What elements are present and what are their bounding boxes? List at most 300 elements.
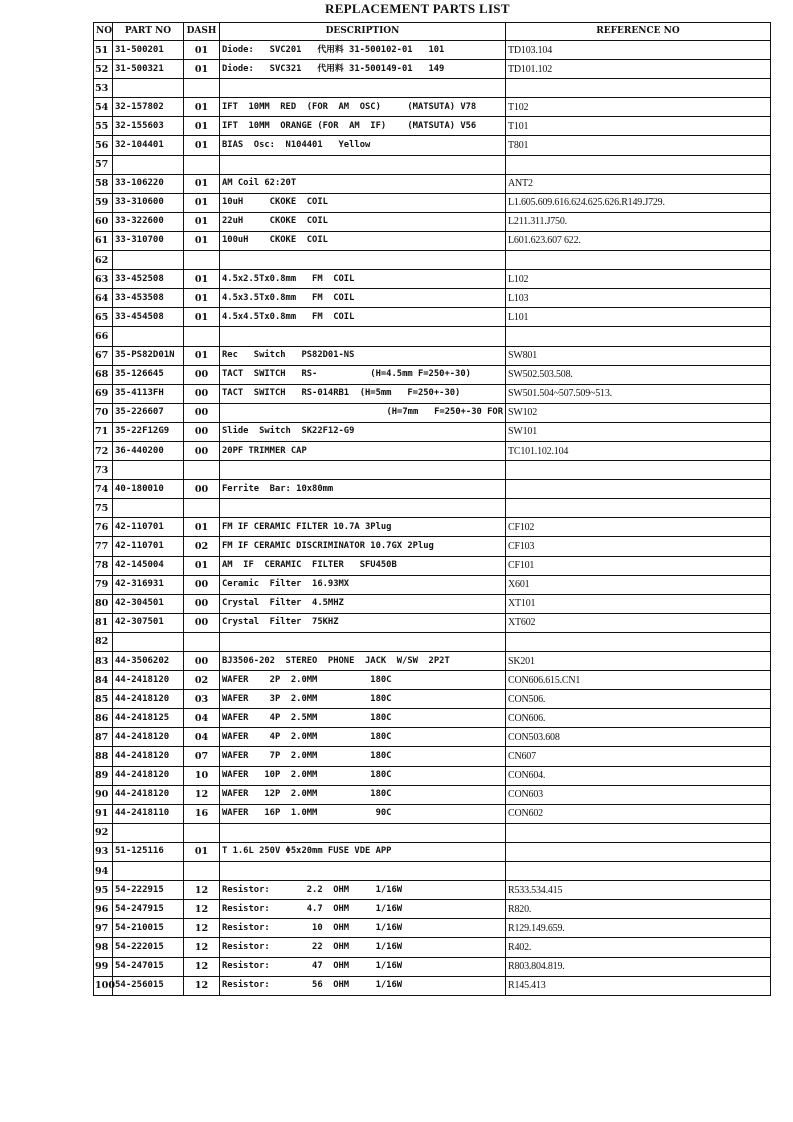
row-number: 81 <box>94 613 113 632</box>
part-number <box>113 461 184 480</box>
table-row <box>94 823 771 842</box>
table-row <box>94 556 771 575</box>
row-number: 72 <box>94 441 113 460</box>
reference-number: L103 <box>506 289 771 308</box>
row-number: 95 <box>94 881 113 900</box>
table-row <box>94 231 771 250</box>
dash-number: 00 <box>184 384 220 403</box>
row-number: 75 <box>94 499 113 518</box>
row-number: 74 <box>94 480 113 499</box>
reference-number <box>506 251 771 270</box>
reference-number: R820. <box>506 900 771 919</box>
description: WAFER 4P 2.5MM 180C <box>220 709 506 728</box>
row-number: 68 <box>94 365 113 384</box>
table-row <box>94 270 771 289</box>
description: Resistor: 4.7 OHM 1/16W <box>220 900 506 919</box>
dash-number: 12 <box>184 938 220 957</box>
reference-number: SW801 <box>506 346 771 365</box>
reference-number: SW101 <box>506 422 771 441</box>
part-number: 54-256015 <box>113 976 184 995</box>
description: Diode: SVC321 代用料 31-500149-01 149 <box>220 60 506 79</box>
dash-number: 00 <box>184 613 220 632</box>
dash-number <box>184 499 220 518</box>
description <box>220 79 506 98</box>
description <box>220 327 506 346</box>
reference-number: T801 <box>506 136 771 155</box>
row-number: 54 <box>94 98 113 117</box>
reference-number: XT101 <box>506 594 771 613</box>
reference-number: CN607 <box>506 747 771 766</box>
description: Resistor: 22 OHM 1/16W <box>220 938 506 957</box>
part-number <box>113 499 184 518</box>
part-number <box>113 327 184 346</box>
reference-number <box>506 155 771 174</box>
row-number: 82 <box>94 632 113 651</box>
row-number: 84 <box>94 671 113 690</box>
dash-number: 00 <box>184 480 220 499</box>
part-number: 33-322600 <box>113 212 184 231</box>
row-number: 85 <box>94 690 113 709</box>
header-part-no: PART NO <box>113 23 184 41</box>
dash-number: 01 <box>184 842 220 861</box>
dash-number: 00 <box>184 403 220 422</box>
description <box>220 461 506 480</box>
table-row <box>94 938 771 957</box>
description: WAFER 2P 2.0MM 180C <box>220 671 506 690</box>
reference-number: CON604. <box>506 766 771 785</box>
table-row <box>94 690 771 709</box>
reference-number: XT602 <box>506 613 771 632</box>
reference-number: CF102 <box>506 518 771 537</box>
row-number: 52 <box>94 60 113 79</box>
row-number: 79 <box>94 575 113 594</box>
table-row <box>94 41 771 60</box>
table-header <box>94 23 771 41</box>
description: 10uH CKOKE COIL <box>220 193 506 212</box>
table-row <box>94 289 771 308</box>
part-number: 42-304501 <box>113 594 184 613</box>
part-number: 54-247015 <box>113 957 184 976</box>
table-row <box>94 480 771 499</box>
dash-number: 12 <box>184 785 220 804</box>
reference-number <box>506 632 771 651</box>
dash-number <box>184 632 220 651</box>
table-row <box>94 155 771 174</box>
description: BJ3506-202 STEREO PHONE JACK W/SW 2P2T <box>220 652 506 671</box>
description: FM IF CERAMIC FILTER 10.7A 3Plug <box>220 518 506 537</box>
part-number: 35-22F12G9 <box>113 422 184 441</box>
part-number: 40-180010 <box>113 480 184 499</box>
dash-number: 01 <box>184 346 220 365</box>
dash-number <box>184 79 220 98</box>
table-row <box>94 632 771 651</box>
description: Crystal Filter 4.5MHZ <box>220 594 506 613</box>
reference-number: TD103.104 <box>506 41 771 60</box>
description: WAFER 3P 2.0MM 180C <box>220 690 506 709</box>
row-number: 86 <box>94 709 113 728</box>
row-number: 77 <box>94 537 113 556</box>
dash-number: 01 <box>184 193 220 212</box>
reference-number: R129.149.659. <box>506 919 771 938</box>
row-number: 66 <box>94 327 113 346</box>
description: 100uH CKOKE COIL <box>220 231 506 250</box>
dash-number: 00 <box>184 422 220 441</box>
description: Slide Switch SK22F12-G9 <box>220 422 506 441</box>
part-number: 35-126645 <box>113 365 184 384</box>
dash-number: 01 <box>184 98 220 117</box>
dash-number: 01 <box>184 231 220 250</box>
description: TACT SWITCH RS- (H=4.5mm F=250+-30) <box>220 365 506 384</box>
description: 4.5x3.5Tx0.8mm FM COIL <box>220 289 506 308</box>
dash-number: 00 <box>184 365 220 384</box>
row-number: 80 <box>94 594 113 613</box>
row-number: 64 <box>94 289 113 308</box>
row-number: 67 <box>94 346 113 365</box>
table-row <box>94 709 771 728</box>
description: AM IF CERAMIC FILTER SFU450B <box>220 556 506 575</box>
table-row <box>94 900 771 919</box>
dash-number: 01 <box>184 308 220 327</box>
reference-number: TC101.102.104 <box>506 441 771 460</box>
row-number: 88 <box>94 747 113 766</box>
reference-number: CON506. <box>506 690 771 709</box>
table-row <box>94 193 771 212</box>
reference-number: CON503.608 <box>506 728 771 747</box>
row-number: 55 <box>94 117 113 136</box>
dash-number <box>184 862 220 881</box>
row-number: 90 <box>94 785 113 804</box>
table-row <box>94 79 771 98</box>
description: T 1.6L 250V Φ5x20mm FUSE VDE APP <box>220 842 506 861</box>
table-row <box>94 327 771 346</box>
part-number: 42-307501 <box>113 613 184 632</box>
description: Crystal Filter 75KHZ <box>220 613 506 632</box>
table-row <box>94 766 771 785</box>
reference-number: CON606. <box>506 709 771 728</box>
row-number: 98 <box>94 938 113 957</box>
description: WAFER 4P 2.0MM 180C <box>220 728 506 747</box>
row-number: 92 <box>94 823 113 842</box>
dash-number: 01 <box>184 518 220 537</box>
dash-number: 12 <box>184 919 220 938</box>
reference-number: R145.413 <box>506 976 771 995</box>
description: AM Coil 62:20T <box>220 174 506 193</box>
reference-number: L1.605.609.616.624.625.626.R149.J729. <box>506 193 771 212</box>
reference-number: R533.534.415 <box>506 881 771 900</box>
reference-number <box>506 862 771 881</box>
description: FM IF CERAMIC DISCRIMINATOR 10.7GX 2Plug <box>220 537 506 556</box>
table-row <box>94 671 771 690</box>
row-number: 100 <box>94 976 113 995</box>
reference-number: T102 <box>506 98 771 117</box>
dash-number: 12 <box>184 881 220 900</box>
table-row <box>94 728 771 747</box>
table-row <box>94 308 771 327</box>
part-number: 32-157802 <box>113 98 184 117</box>
table-row <box>94 461 771 480</box>
description: 20PF TRIMMER CAP <box>220 441 506 460</box>
part-number: 35-4113FH <box>113 384 184 403</box>
part-number: 42-316931 <box>113 575 184 594</box>
row-number: 51 <box>94 41 113 60</box>
row-number: 70 <box>94 403 113 422</box>
row-number: 60 <box>94 212 113 231</box>
table-row <box>94 518 771 537</box>
description: Ferrite Bar: 10x80mm <box>220 480 506 499</box>
part-number: 36-440200 <box>113 441 184 460</box>
row-number: 61 <box>94 231 113 250</box>
dash-number <box>184 461 220 480</box>
part-number: 44-2418125 <box>113 709 184 728</box>
part-number: 32-155603 <box>113 117 184 136</box>
part-number: 44-2418120 <box>113 747 184 766</box>
dash-number: 02 <box>184 671 220 690</box>
description <box>220 155 506 174</box>
description: Rec Switch PS82D01-NS <box>220 346 506 365</box>
table-row <box>94 804 771 823</box>
parts-table <box>93 22 771 996</box>
table-row <box>94 785 771 804</box>
part-number <box>113 823 184 842</box>
row-number: 69 <box>94 384 113 403</box>
table-row <box>94 594 771 613</box>
table-row <box>94 919 771 938</box>
description: Resistor: 47 OHM 1/16W <box>220 957 506 976</box>
part-number <box>113 862 184 881</box>
description: IFT 10MM RED (FOR AM OSC) (MATSUTA) V78 <box>220 98 506 117</box>
description <box>220 499 506 518</box>
reference-number: L211.311.J750. <box>506 212 771 231</box>
dash-number: 01 <box>184 41 220 60</box>
reference-number: R803.804.819. <box>506 957 771 976</box>
part-number: 35-PS82D01N <box>113 346 184 365</box>
description: BIAS Osc: N104401 Yellow <box>220 136 506 155</box>
table-row <box>94 441 771 460</box>
table-row <box>94 862 771 881</box>
reference-number <box>506 823 771 842</box>
dash-number <box>184 251 220 270</box>
header-no: NO <box>94 23 113 41</box>
part-number <box>113 251 184 270</box>
description <box>220 862 506 881</box>
reference-number: ANT2 <box>506 174 771 193</box>
table-row <box>94 60 771 79</box>
reference-number: CON603 <box>506 785 771 804</box>
dash-number <box>184 155 220 174</box>
header-description: DESCRIPTION <box>220 23 506 41</box>
reference-number: SK201 <box>506 652 771 671</box>
dash-number <box>184 327 220 346</box>
description: Resistor: 2.2 OHM 1/16W <box>220 881 506 900</box>
reference-number: L101 <box>506 308 771 327</box>
description: IFT 10MM ORANGE (FOR AM IF) (MATSUTA) V56 <box>220 117 506 136</box>
part-number: 54-247915 <box>113 900 184 919</box>
reference-number <box>506 461 771 480</box>
description: WAFER 10P 2.0MM 180C <box>220 766 506 785</box>
description: 22uH CKOKE COIL <box>220 212 506 231</box>
part-number: 33-452508 <box>113 270 184 289</box>
part-number <box>113 632 184 651</box>
dash-number: 12 <box>184 900 220 919</box>
table-row <box>94 499 771 518</box>
description: TACT SWITCH RS-014RB1 (H=5mm F=250+-30) <box>220 384 506 403</box>
dash-number: 00 <box>184 441 220 460</box>
row-number: 59 <box>94 193 113 212</box>
row-number: 91 <box>94 804 113 823</box>
reference-number: SW501.504~507.509~513. <box>506 384 771 403</box>
row-number: 93 <box>94 842 113 861</box>
part-number: 44-2418110 <box>113 804 184 823</box>
part-number: 42-110701 <box>113 518 184 537</box>
description: Ceramic Filter 16.93MX <box>220 575 506 594</box>
part-number: 35-226607 <box>113 403 184 422</box>
part-number: 33-106220 <box>113 174 184 193</box>
description: Resistor: 10 OHM 1/16W <box>220 919 506 938</box>
reference-number: SW102 <box>506 403 771 422</box>
row-number: 99 <box>94 957 113 976</box>
description: WAFER 7P 2.0MM 180C <box>220 747 506 766</box>
part-number: 44-3506202 <box>113 652 184 671</box>
table-row <box>94 422 771 441</box>
table-row <box>94 613 771 632</box>
part-number: 31-500321 <box>113 60 184 79</box>
row-number: 76 <box>94 518 113 537</box>
row-number: 94 <box>94 862 113 881</box>
row-number: 96 <box>94 900 113 919</box>
description <box>220 632 506 651</box>
dash-number: 01 <box>184 60 220 79</box>
reference-number <box>506 499 771 518</box>
reference-number: CON602 <box>506 804 771 823</box>
table-row <box>94 537 771 556</box>
part-number: 33-310600 <box>113 193 184 212</box>
dash-number: 01 <box>184 289 220 308</box>
reference-number: X601 <box>506 575 771 594</box>
dash-number: 01 <box>184 117 220 136</box>
table-row <box>94 365 771 384</box>
table-row <box>94 384 771 403</box>
row-number: 57 <box>94 155 113 174</box>
table-row <box>94 957 771 976</box>
part-number: 44-2418120 <box>113 728 184 747</box>
table-row <box>94 976 771 995</box>
table-row <box>94 842 771 861</box>
page-title: REPLACEMENT PARTS LIST <box>325 1 510 16</box>
row-number: 78 <box>94 556 113 575</box>
part-number: 44-2418120 <box>113 690 184 709</box>
part-number: 32-104401 <box>113 136 184 155</box>
dash-number: 01 <box>184 270 220 289</box>
reference-number: CF101 <box>506 556 771 575</box>
row-number: 73 <box>94 461 113 480</box>
part-number <box>113 155 184 174</box>
reference-number <box>506 327 771 346</box>
dash-number: 01 <box>184 174 220 193</box>
part-number: 42-110701 <box>113 537 184 556</box>
description <box>220 251 506 270</box>
part-number: 33-454508 <box>113 308 184 327</box>
reference-number: R402. <box>506 938 771 957</box>
reference-number <box>506 79 771 98</box>
dash-number: 01 <box>184 212 220 231</box>
description: Diode: SVC201 代用料 31-500102-01 101 <box>220 41 506 60</box>
part-number: 54-222915 <box>113 881 184 900</box>
dash-number: 12 <box>184 957 220 976</box>
dash-number: 02 <box>184 537 220 556</box>
row-number: 58 <box>94 174 113 193</box>
row-number: 87 <box>94 728 113 747</box>
table-row <box>94 212 771 231</box>
row-number: 97 <box>94 919 113 938</box>
table-row <box>94 117 771 136</box>
part-number: 42-145004 <box>113 556 184 575</box>
part-number: 44-2418120 <box>113 785 184 804</box>
row-number: 71 <box>94 422 113 441</box>
dash-number: 00 <box>184 575 220 594</box>
dash-number <box>184 823 220 842</box>
header-reference-no: REFERENCE NO <box>506 23 771 41</box>
row-number: 53 <box>94 79 113 98</box>
table-row <box>94 98 771 117</box>
row-number: 56 <box>94 136 113 155</box>
description: 4.5x4.5Tx0.8mm FM COIL <box>220 308 506 327</box>
row-number: 83 <box>94 652 113 671</box>
table-row <box>94 136 771 155</box>
dash-number: 04 <box>184 728 220 747</box>
reference-number: CF103 <box>506 537 771 556</box>
reference-number: SW502.503.508. <box>506 365 771 384</box>
description: WAFER 16P 1.0MM 90C <box>220 804 506 823</box>
reference-number: L102 <box>506 270 771 289</box>
part-number: 44-2418120 <box>113 671 184 690</box>
dash-number: 03 <box>184 690 220 709</box>
table-row <box>94 346 771 365</box>
dash-number: 16 <box>184 804 220 823</box>
description: 4.5x2.5Tx0.8mm FM COIL <box>220 270 506 289</box>
reference-number <box>506 480 771 499</box>
dash-number: 12 <box>184 976 220 995</box>
part-number: 31-500201 <box>113 41 184 60</box>
part-number: 54-222015 <box>113 938 184 957</box>
header-dash: DASH <box>184 23 220 41</box>
part-number: 54-210015 <box>113 919 184 938</box>
table-row <box>94 881 771 900</box>
reference-number: TD101.102 <box>506 60 771 79</box>
table-row <box>94 174 771 193</box>
description: WAFER 12P 2.0MM 180C <box>220 785 506 804</box>
row-number: 89 <box>94 766 113 785</box>
table-row <box>94 652 771 671</box>
part-number: 44-2418120 <box>113 766 184 785</box>
table-row <box>94 575 771 594</box>
dash-number: 01 <box>184 136 220 155</box>
dash-number: 00 <box>184 594 220 613</box>
row-number: 63 <box>94 270 113 289</box>
dash-number: 07 <box>184 747 220 766</box>
part-number: 33-453508 <box>113 289 184 308</box>
dash-number: 10 <box>184 766 220 785</box>
dash-number: 01 <box>184 556 220 575</box>
reference-number: T101 <box>506 117 771 136</box>
dash-number: 00 <box>184 652 220 671</box>
table-row <box>94 747 771 766</box>
table-row <box>94 403 771 422</box>
dash-number: 04 <box>184 709 220 728</box>
reference-number: CON606.615.CN1 <box>506 671 771 690</box>
part-number: 33-310700 <box>113 231 184 250</box>
part-number <box>113 79 184 98</box>
description: (H=7mm F=250+-30 FOR <box>220 403 506 422</box>
